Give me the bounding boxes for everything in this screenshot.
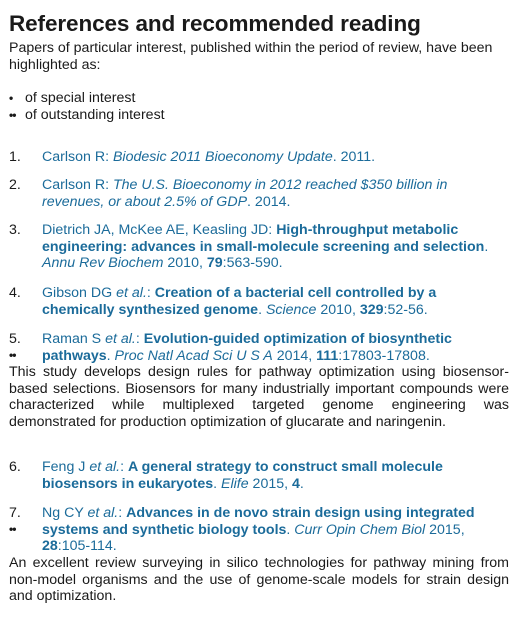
reference-annotation: An excellent review surveying in silico technologies for pathway mining from non-model organisms and the use of genome-scale models for strain design and optimization. [9, 555, 509, 605]
reference-pages: :563-590. [222, 255, 283, 272]
reference-volume: 329 [359, 301, 384, 318]
reference-journal: Proc Natl Acad Sci U S A [114, 347, 273, 364]
reference-volume: 28 [42, 538, 58, 555]
reference-number: 4. [9, 285, 21, 301]
reference-item-3[interactable] [9, 222, 509, 272]
reference-rest: . 2011. [332, 149, 376, 165]
reference-pages: :105-114. [57, 538, 117, 555]
legend-item-outstanding [9, 107, 165, 124]
outstanding-interest-icon: •• [9, 522, 16, 536]
reference-number: 2. [9, 177, 21, 193]
reference-number: 3. [9, 222, 21, 238]
reference-journal: Annu Rev Biochem [42, 255, 164, 272]
reference-citation[interactable]: Ng CY et al.: Advances in de novo strain design using integrated systems and synthetic biology tools. Curr Opin Chem Biol 2015, 28:105-114. [42, 505, 475, 555]
reference-item-4[interactable] [9, 285, 509, 318]
reference-journal: Science [265, 301, 317, 318]
reference-rest: . 2014. [247, 193, 291, 210]
reference-citation[interactable] [42, 149, 509, 166]
reference-item-2[interactable] [9, 177, 509, 210]
reference-citation[interactable]: Gibson DG et al.: Creation of a bacterial cell controlled by a chemically synthesized genome. Science 2010, 329:52-56. [42, 285, 437, 318]
reference-pages: :17803-17808. [338, 347, 430, 364]
reference-citation[interactable] [42, 177, 509, 210]
legend-label: of outstanding interest [25, 106, 165, 123]
reference-year: 2010, [316, 301, 360, 318]
reference-item-1[interactable] [9, 149, 509, 166]
reference-title: Evolution-guided optimization of biosynthetic pathways [42, 331, 452, 364]
reference-pages: :52-56. [383, 301, 428, 318]
reference-authors: Carlson R: [42, 149, 113, 165]
reference-title: Creation of a bacterial cell controlled by a chemically synthesized genome [42, 285, 437, 318]
reference-volume: 79 [206, 255, 223, 272]
reference-authors: Feng J [42, 459, 90, 475]
reference-item-7[interactable] [9, 505, 509, 555]
reference-title: High-throughput metabolic engineering: advances in small-molecule screening and selection [42, 222, 485, 255]
reference-etal: et al. [105, 331, 136, 347]
reference-number: 6. [9, 459, 21, 475]
double-dot-icon: •• [9, 107, 16, 122]
reference-etal: et al. [116, 285, 147, 301]
single-dot-icon: • [9, 91, 14, 105]
legend-label: of special interest [25, 90, 136, 106]
reference-journal: Curr Opin Chem Biol [294, 521, 426, 538]
reference-year: 2010, [163, 255, 207, 272]
reference-authors: Dietrich JA, McKee AE, Keasling JD: [42, 222, 277, 238]
reference-title: Advances in de novo strain design using integrated systems and synthetic biology tools [42, 505, 475, 538]
outstanding-interest-icon: •• [9, 348, 16, 362]
reference-item-5[interactable] [9, 331, 509, 364]
reference-authors: Carlson R: [42, 177, 113, 193]
reference-year: 2014, [272, 347, 317, 364]
reference-number: 7. [9, 505, 21, 521]
reference-number: 1. [9, 149, 21, 165]
reference-year: 2015, [425, 521, 465, 538]
reference-authors: Ng CY [42, 505, 88, 521]
legend [9, 90, 165, 123]
reference-title: A general strategy to construct small molecule biosensors in eukaryotes [42, 459, 443, 492]
reference-journal: Elife [221, 475, 249, 492]
reference-authors: Gibson DG [42, 285, 117, 301]
legend-item-special [9, 90, 165, 107]
reference-year: 2015, [248, 475, 292, 492]
reference-citation[interactable]: Raman S et al.: Evolution-guided optimization of biosynthetic pathways. Proc Natl Acad Sci U S A 2014, 111:17803-17808. [42, 331, 452, 364]
intro-text: Papers of particular interest, published within the period of review, have been highlighted as: [9, 40, 493, 73]
section-heading: References and recommended reading [9, 11, 421, 36]
reference-annotation: This study develops design rules for pathway optimization using biosensor-based selections. Biosensors for many industrially important compounds were characterized while multiplexed targeted genome engineering was demonstrated for production optimization of glucarate and naringenin. [9, 364, 509, 430]
reference-etal: et al. [87, 505, 119, 521]
reference-number: 5. [9, 331, 21, 347]
reference-etal: et al. [89, 459, 121, 475]
reference-volume: 4 [292, 475, 300, 492]
reference-title: The U.S. Bioeconomy in 2012 reached $350 billion in revenues, or about 2.5% of GDP [42, 177, 448, 210]
reference-authors: Raman S [42, 331, 106, 347]
reference-pages: . [299, 475, 304, 492]
reference-title: Biodesic 2011 Bioeconomy Update [112, 149, 333, 165]
reference-item-6[interactable] [9, 459, 509, 492]
reference-volume: 111 [316, 347, 339, 364]
reference-citation[interactable]: Dietrich JA, McKee AE, Keasling JD: High-throughput metabolic engineering: advances in small-molecule screening and selection. Annu Rev Biochem 2010, 79:563-590. [42, 222, 489, 272]
reference-citation[interactable]: Feng J et al.: A general strategy to construct small molecule biosensors in eukaryotes. Elife 2015, 4. [42, 459, 443, 492]
